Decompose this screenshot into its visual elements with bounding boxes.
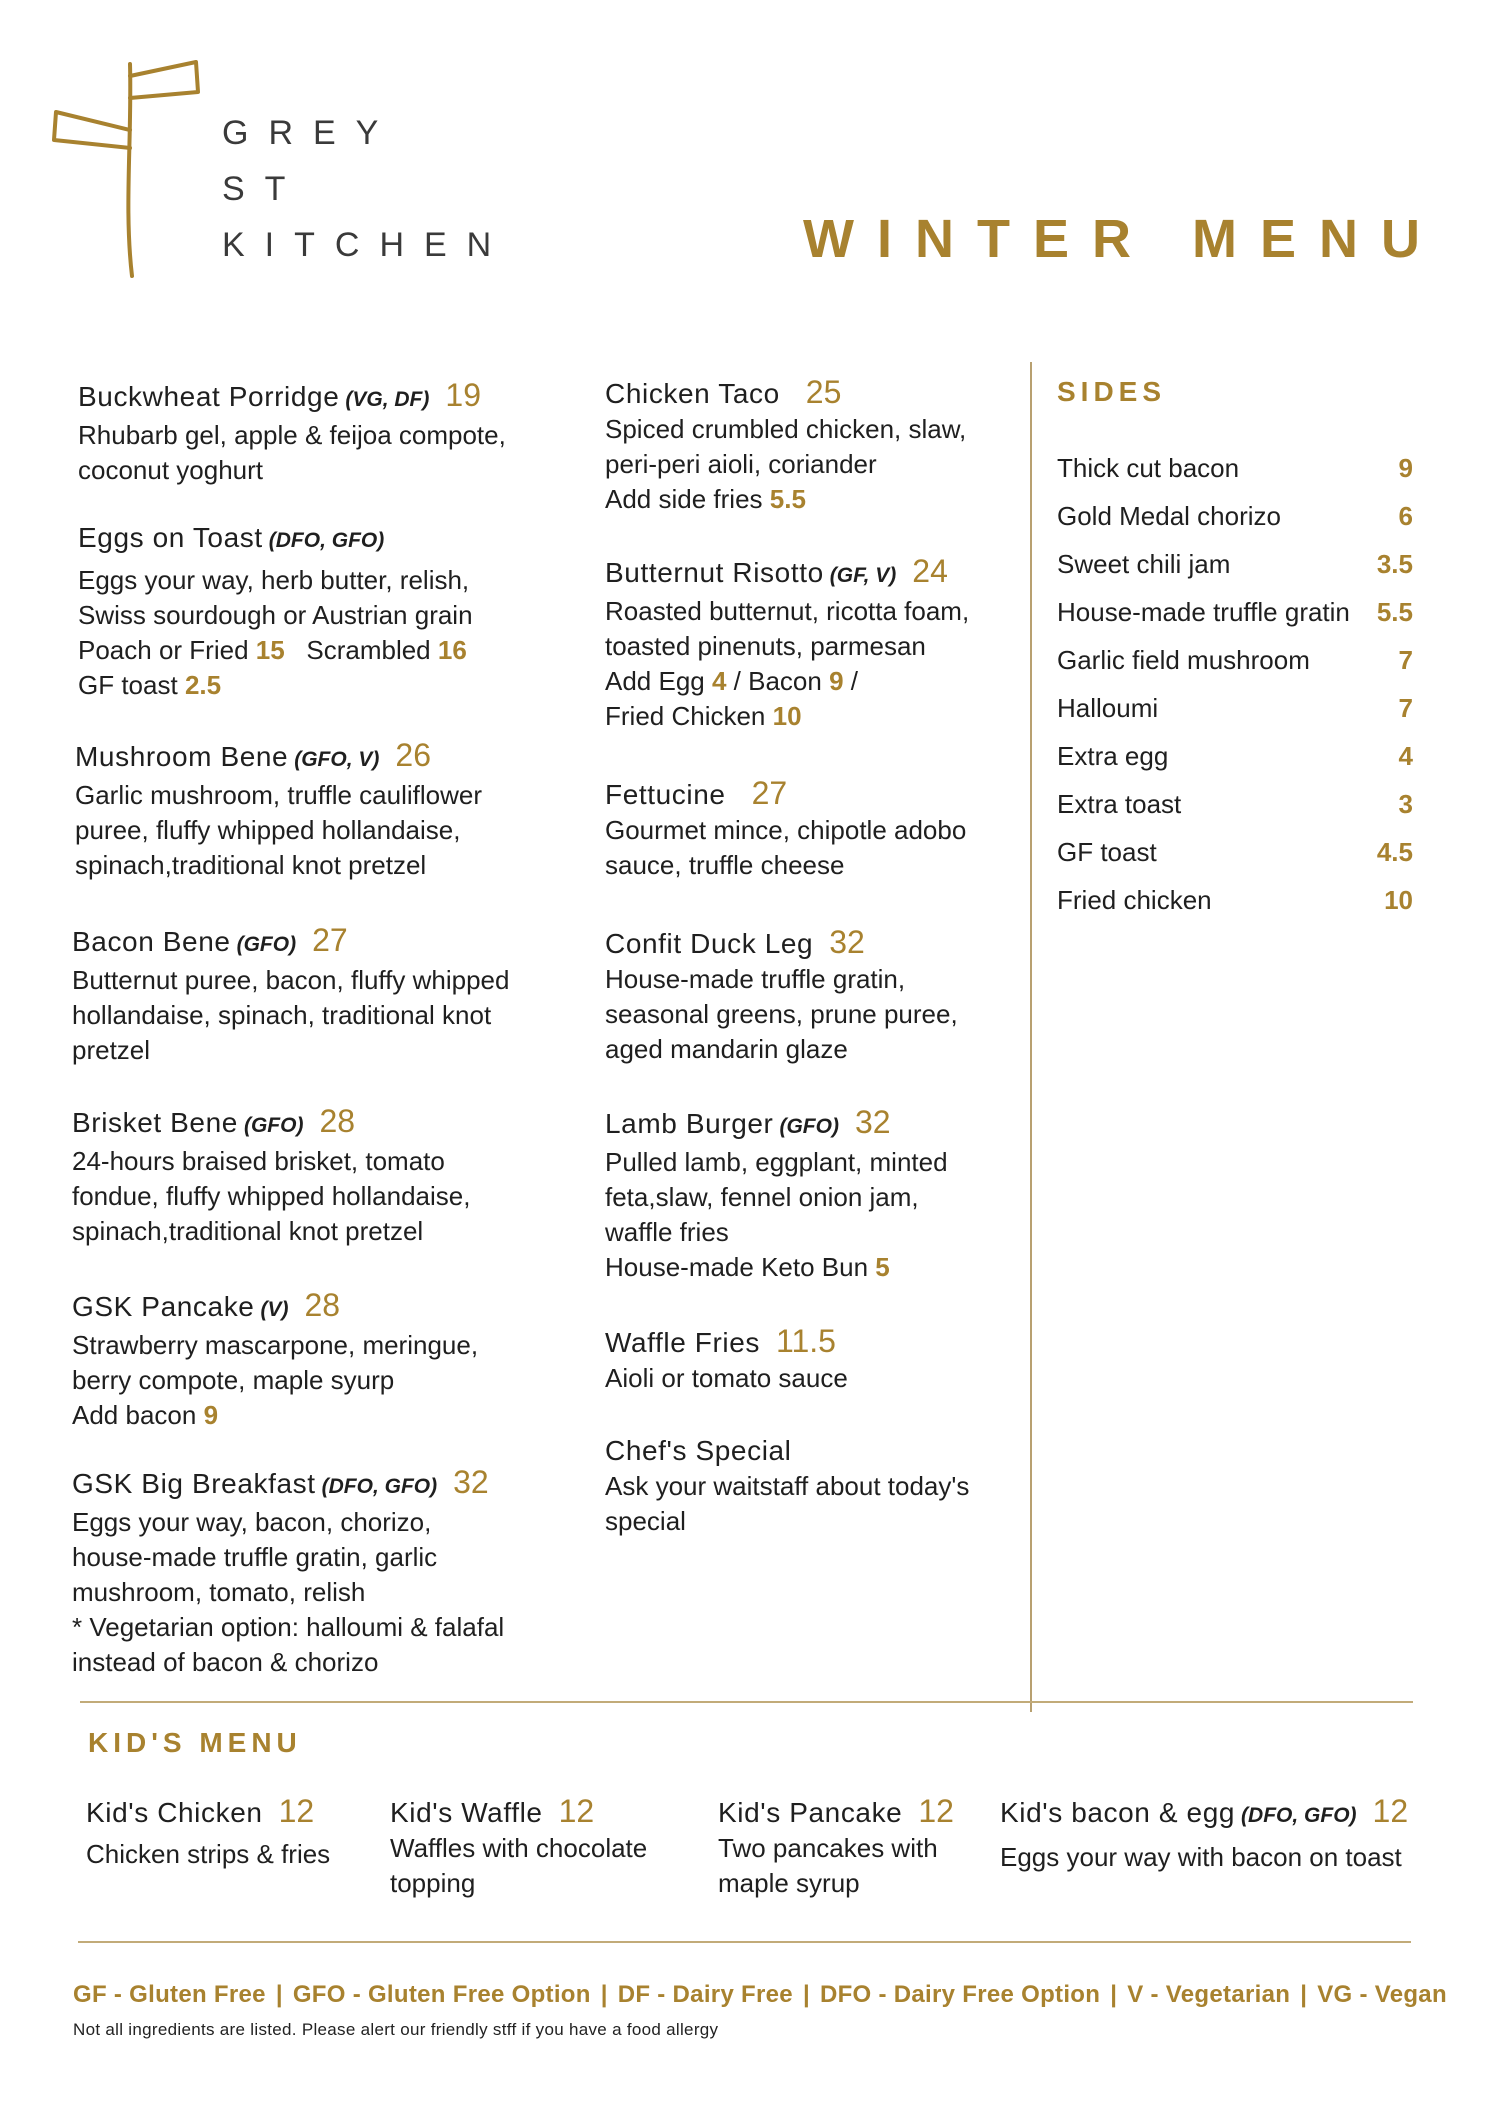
item-desc: maple syrup <box>718 1868 860 1898</box>
item-desc: berry compote, maple syurp <box>72 1365 395 1395</box>
item-option-row <box>605 699 1025 734</box>
item-desc: Gourmet mince, chipotle adobo <box>605 815 967 845</box>
menu-item-chefs-special <box>605 1433 1025 1539</box>
item-name: Chef's Special <box>605 1435 792 1466</box>
item-name: Kid's Chicken <box>86 1797 263 1828</box>
item-name: Mushroom Bene <box>75 741 289 772</box>
item-name: Waffle Fries <box>605 1327 761 1358</box>
item-name: Butternut Risotto <box>605 557 824 588</box>
column-divider <box>1030 362 1032 1712</box>
item-dietary-tag: (GFO) <box>243 1114 304 1137</box>
item-desc: Eggs your way with bacon on toast <box>1000 1842 1402 1872</box>
side-name: Extra toast <box>1057 789 1182 819</box>
menu-title: WINTER MENU <box>803 209 1443 269</box>
item-desc: feta,slaw, fennel onion jam, <box>605 1182 919 1212</box>
legend-v: V - Vegetarian <box>1127 1981 1291 2008</box>
item-name: Buckwheat Porridge <box>78 381 340 412</box>
item-desc: toasted pinenuts, parmesan <box>605 631 926 661</box>
option-label: Scrambled <box>306 635 431 665</box>
side-price: 4.5 <box>1376 837 1413 867</box>
option-price: 10 <box>772 701 802 731</box>
item-name: Brisket Bene <box>72 1107 238 1138</box>
option-price: 5.5 <box>769 484 806 514</box>
item-price: 32 <box>854 1104 891 1140</box>
item-price: 32 <box>829 924 865 960</box>
option-label: House-made Keto Bun <box>605 1252 869 1282</box>
option-price: 2.5 <box>184 670 222 700</box>
side-item <box>1057 594 1413 630</box>
item-dietary-tag: (DFO, GFO) <box>321 1475 438 1498</box>
item-option-row: Add Egg 4 / Bacon 9 / <box>605 666 859 696</box>
item-desc: Spiced crumbled chicken, slaw, <box>605 414 967 444</box>
side-item <box>1057 450 1413 486</box>
legend-dfo: DFO - Dairy Free Option <box>819 1981 1101 2008</box>
option-price: 4 <box>711 666 727 696</box>
menu-item-mushroom-bene <box>75 737 555 883</box>
item-name: Chicken Taco <box>605 378 780 409</box>
item-price: 32 <box>453 1464 489 1500</box>
item-desc: house-made truffle gratin, garlic <box>72 1542 438 1572</box>
item-price: 12 <box>278 1793 315 1829</box>
side-price: 5.5 <box>1376 597 1413 627</box>
menu-item-fettucine <box>605 775 1025 883</box>
legend-df: DF - Dairy Free <box>617 1981 793 2008</box>
side-name: GF toast <box>1057 837 1157 867</box>
option-price: 9 <box>829 666 844 696</box>
brand-line-1: GREY <box>222 114 399 152</box>
side-price: 10 <box>1384 885 1413 915</box>
item-price: 24 <box>912 553 948 589</box>
legend-gf: GF - Gluten Free <box>73 1981 266 2008</box>
item-desc: aged mandarin glaze <box>605 1034 848 1064</box>
item-price: 25 <box>805 374 842 410</box>
item-price: 12 <box>1372 1793 1409 1829</box>
option-label: Bacon <box>748 666 822 696</box>
item-name: Kid's Pancake <box>718 1797 903 1828</box>
brand-line-3: KITCHEN <box>222 226 512 264</box>
item-dietary-tag: (GFO) <box>779 1115 839 1138</box>
item-desc: pretzel <box>72 1035 151 1065</box>
kids-item <box>718 1793 998 1901</box>
item-price: 12 <box>558 1793 595 1829</box>
item-desc: spinach,traditional knot pretzel <box>75 850 427 880</box>
side-name: Garlic field mushroom <box>1057 645 1310 675</box>
item-desc: seasonal greens, prune puree, <box>605 999 958 1029</box>
item-desc: puree, fluffy whipped hollandaise, <box>75 815 461 845</box>
item-desc: fondue, fluffy whipped hollandaise, <box>72 1181 471 1211</box>
item-price: 27 <box>751 775 788 811</box>
item-desc: Waffles with chocolate <box>390 1833 648 1863</box>
item-option-row <box>605 482 1025 517</box>
item-desc: peri-peri aioli, coriander <box>605 449 877 479</box>
kids-item <box>1000 1793 1420 1875</box>
side-name: Fried chicken <box>1057 885 1212 915</box>
side-name: Extra egg <box>1057 741 1169 771</box>
menu-item-chicken-taco <box>605 374 1025 517</box>
footer-divider <box>78 1941 1411 1943</box>
side-name: House-made truffle gratin <box>1057 597 1350 627</box>
option-label: Add side fries <box>605 484 763 514</box>
option-price: 15 <box>255 635 285 665</box>
item-dietary-tag: (VG, DF) <box>345 388 430 411</box>
item-price: 12 <box>918 1793 954 1829</box>
item-name: Fettucine <box>605 779 726 810</box>
item-dietary-tag: (GFO, V) <box>294 748 380 771</box>
side-name: Halloumi <box>1057 693 1159 723</box>
item-name: GSK Pancake <box>72 1291 255 1322</box>
side-item <box>1057 738 1413 774</box>
item-desc: sauce, truffle cheese <box>605 850 845 880</box>
item-desc: Swiss sourdough or Austrian grain <box>78 600 473 630</box>
item-option-row <box>78 668 558 703</box>
item-desc: coconut yoghurt <box>78 455 264 485</box>
side-price: 3 <box>1398 789 1413 819</box>
item-name: Eggs on Toast <box>78 522 263 553</box>
side-name: Sweet chili jam <box>1057 549 1231 579</box>
item-desc: mushroom, tomato, relish <box>72 1577 366 1607</box>
menu-item-confit-duck-leg <box>605 924 1025 1067</box>
menu-item-waffle-fries <box>605 1323 1025 1396</box>
side-item <box>1057 498 1413 534</box>
kids-menu-heading: KID'S MENU <box>88 1727 302 1758</box>
item-desc: topping <box>390 1868 476 1898</box>
menu-item-lamb-burger <box>605 1104 1025 1285</box>
kids-item <box>86 1793 386 1872</box>
item-desc: Chicken strips & fries <box>86 1839 331 1869</box>
item-desc: spinach,traditional knot pretzel <box>72 1216 424 1246</box>
side-item <box>1057 786 1413 822</box>
item-option-row <box>78 633 558 668</box>
item-name: Lamb Burger <box>605 1108 774 1139</box>
section-divider <box>80 1701 1413 1703</box>
side-item <box>1057 690 1413 726</box>
side-name: Thick cut bacon <box>1057 453 1240 483</box>
legend-separator: | <box>600 1981 608 2008</box>
item-dietary-tag: (DFO, GFO) <box>1241 1804 1357 1827</box>
side-price: 6 <box>1398 501 1413 531</box>
dietary-legend <box>73 1981 1447 2009</box>
item-option-row <box>605 1250 1025 1285</box>
option-label: Poach or Fried <box>78 635 249 665</box>
menu-item-gsk-big-breakfast <box>72 1464 552 1680</box>
side-item <box>1057 642 1413 678</box>
option-label: GF toast <box>78 670 178 700</box>
item-price: 26 <box>395 737 431 773</box>
item-price: 11.5 <box>776 1323 836 1359</box>
allergy-note: Not all ingredients are listed. Please alert our friendly stff if you have a food allergy <box>73 2020 719 2039</box>
item-desc: Butternut puree, bacon, fluffy whipped <box>72 965 510 995</box>
item-name: Kid's Waffle <box>390 1797 543 1828</box>
menu-item-butternut-risotto <box>605 553 1025 734</box>
item-desc: Two pancakes with <box>718 1833 938 1863</box>
item-desc: Ask your waitstaff about today's <box>605 1471 970 1501</box>
menu-item-bacon-bene <box>72 922 552 1068</box>
item-name: GSK Big Breakfast <box>72 1468 316 1499</box>
legend-separator: | <box>275 1981 283 2008</box>
menu-item-eggs-on-toast <box>78 520 558 703</box>
item-desc: House-made truffle gratin, <box>605 964 906 994</box>
legend-separator: | <box>1110 1981 1118 2008</box>
item-desc: waffle fries <box>605 1217 729 1247</box>
side-price: 7 <box>1398 693 1413 723</box>
item-desc: 24-hours braised brisket, tomato <box>72 1146 445 1176</box>
item-desc: Rhubarb gel, apple & feijoa compote, <box>78 420 506 450</box>
option-price: 5 <box>875 1252 890 1282</box>
kids-item <box>390 1793 710 1901</box>
item-name: Kid's bacon & egg <box>1000 1797 1236 1828</box>
item-dietary-tag: (DFO, GFO) <box>268 529 385 552</box>
item-dietary-tag: (GF, V) <box>829 564 897 587</box>
menu-item-porridge <box>78 377 558 488</box>
item-name: Bacon Bene <box>72 926 231 957</box>
side-item <box>1057 546 1413 582</box>
side-price: 7 <box>1398 645 1413 675</box>
side-price: 4 <box>1398 741 1413 771</box>
legend-separator: | <box>1300 1981 1308 2008</box>
item-option-row <box>72 1398 552 1433</box>
menu-item-brisket-bene <box>72 1103 552 1249</box>
item-name: Confit Duck Leg <box>605 928 814 959</box>
side-name: Gold Medal chorizo <box>1057 501 1281 531</box>
item-desc: Aioli or tomato sauce <box>605 1363 848 1393</box>
item-desc: Roasted butternut, ricotta foam, <box>605 596 970 626</box>
sides-heading: SIDES <box>1057 376 1167 407</box>
option-label: Add Egg <box>605 666 705 696</box>
item-desc: Eggs your way, bacon, chorizo, <box>72 1507 432 1537</box>
option-label: Fried Chicken <box>605 701 766 731</box>
option-price: 16 <box>437 635 467 665</box>
item-desc: Strawberry mascarpone, meringue, <box>72 1330 479 1360</box>
item-desc: Pulled lamb, eggplant, minted <box>605 1147 948 1177</box>
item-dietary-tag: (V) <box>260 1298 289 1321</box>
item-desc: * Vegetarian option: halloumi & falafal <box>72 1612 505 1642</box>
item-price: 19 <box>445 377 481 413</box>
side-item <box>1057 834 1413 870</box>
item-desc: Garlic mushroom, truffle cauliflower <box>75 780 482 810</box>
item-price: 28 <box>319 1103 356 1139</box>
legend-separator: | <box>802 1981 810 2008</box>
item-desc: instead of bacon & chorizo <box>72 1647 379 1677</box>
side-price: 3.5 <box>1376 549 1413 579</box>
logo-signpost-icon <box>52 58 202 280</box>
legend-vg: VG - Vegan <box>1317 1981 1447 2008</box>
side-item <box>1057 882 1413 918</box>
side-price: 9 <box>1398 453 1413 483</box>
option-label: Add bacon <box>72 1400 197 1430</box>
option-price: 9 <box>203 1400 219 1430</box>
brand-line-2: ST <box>222 170 306 208</box>
item-desc: Eggs your way, herb butter, relish, <box>78 565 470 595</box>
item-price: 28 <box>304 1287 341 1323</box>
item-desc: hollandaise, spinach, traditional knot <box>72 1000 492 1030</box>
menu-item-gsk-pancake <box>72 1287 552 1433</box>
item-price: 27 <box>312 922 348 958</box>
item-dietary-tag: (GFO) <box>236 933 297 956</box>
legend-gfo: GFO - Gluten Free Option <box>292 1981 591 2008</box>
item-desc: special <box>605 1506 686 1536</box>
